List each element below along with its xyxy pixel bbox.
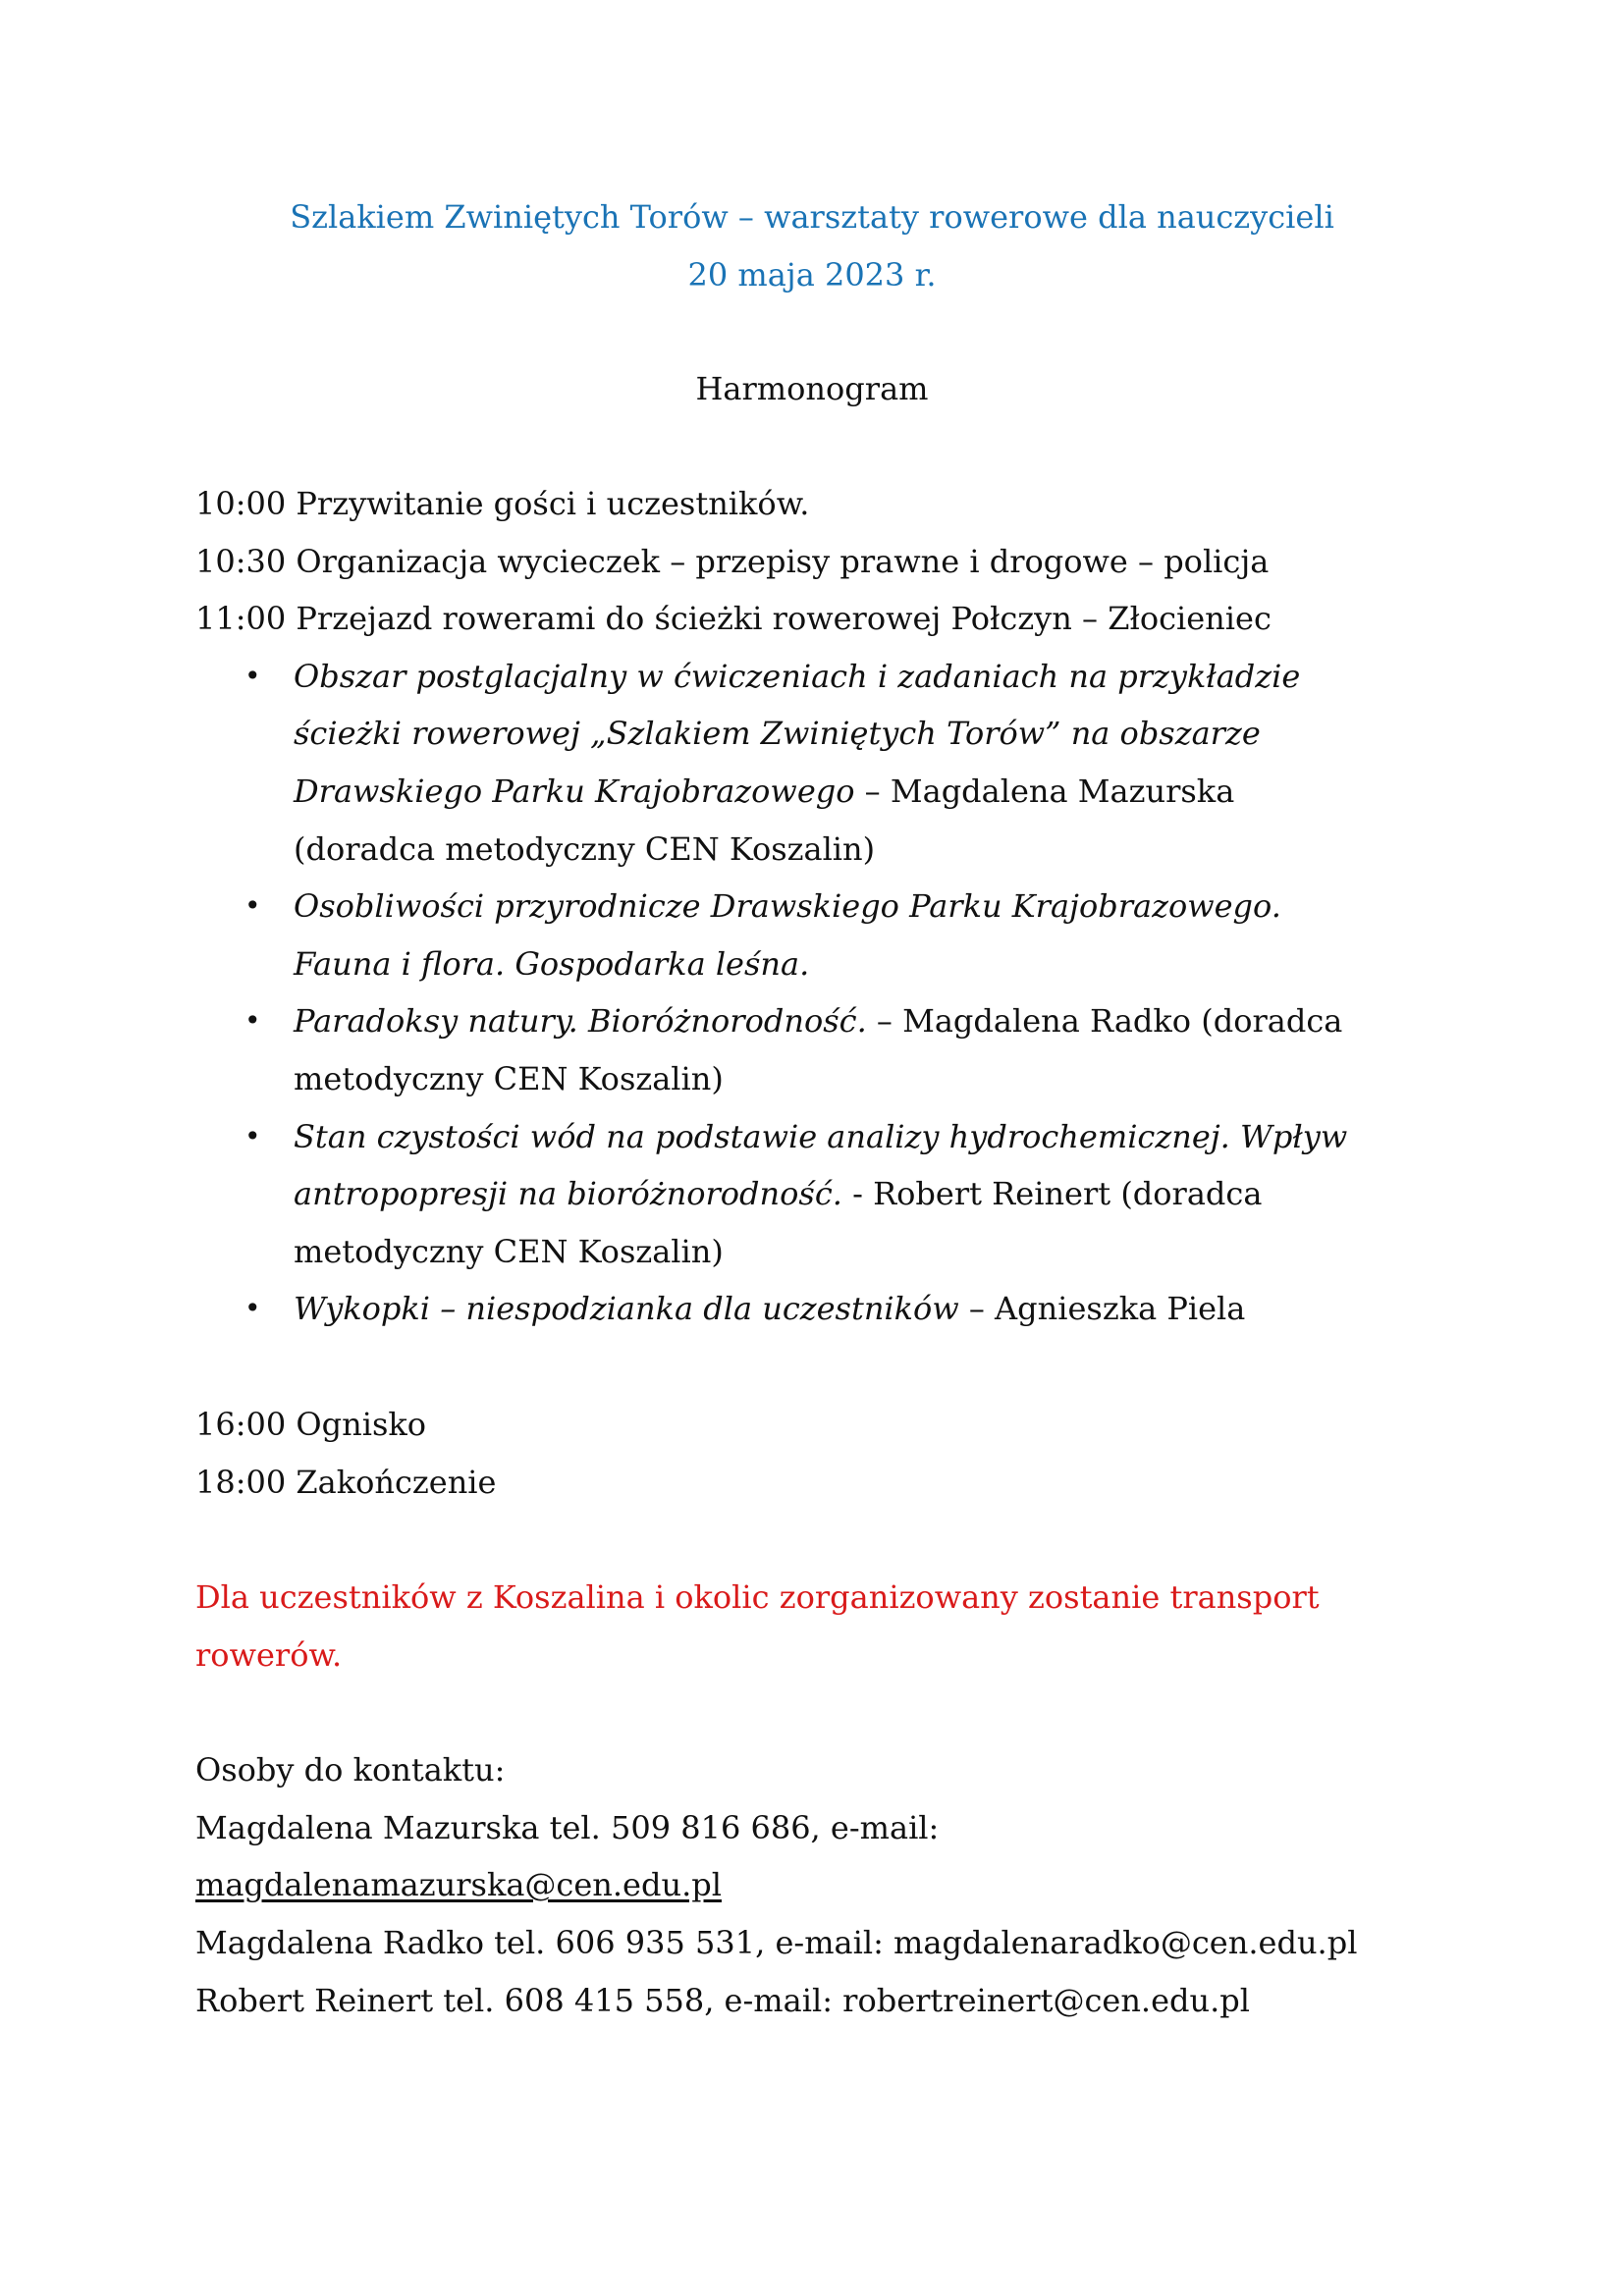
schedule-item	[195, 1454, 1462, 1512]
schedule-time: 18:00	[195, 1463, 287, 1501]
document-header	[0, 188, 1624, 304]
schedule-time: 10:30	[195, 542, 287, 580]
schedule-time: 11:00	[195, 600, 287, 638]
document-body	[195, 475, 1462, 2029]
schedule-time: 16:00	[195, 1405, 287, 1443]
notice-line: Dla uczestników z Koszalina i okolic zorganizowany zostanie transport	[195, 1578, 1320, 1617]
talk-title: Drawskiego Parku Krajobrazowego	[294, 772, 855, 810]
contacts-section	[195, 1741, 1462, 2029]
schedule-heading: Harmonogram	[695, 370, 929, 407]
talk-title: Wykopki – niespodzianka dla uczestników	[294, 1290, 959, 1328]
schedule-text: Ognisko	[296, 1405, 427, 1443]
talk-title: Paradoksy natury. Bioróżnorodność.	[294, 1002, 867, 1041]
talks-list	[195, 648, 1462, 1338]
schedule-text: Zakończenie	[296, 1463, 497, 1501]
schedule-item	[195, 533, 1462, 591]
contact-line: Robert Reinert tel. 608 415 558, e-mail: robertreinert@cen.edu.pl	[195, 1981, 1251, 2019]
talk-item	[195, 648, 1472, 878]
contact-line: Magdalena Mazurska tel. 509 816 686, e-mail:	[195, 1808, 940, 1846]
bullet-icon: •	[244, 1004, 261, 1038]
spacer	[195, 1511, 1462, 1569]
schedule-time: 10:00	[195, 485, 287, 522]
talk-speaker-role: (doradca metodyczny CEN Koszalin)	[294, 829, 876, 868]
talk-title: ścieżki rowerowej „Szlakiem Zwiniętych Torów” na obszarze	[294, 715, 1261, 753]
talk-title: Stan czystości wód na podstawie analizy hydrochemicznej. Wpływ	[294, 1117, 1348, 1155]
notice-line: rowerów.	[195, 1635, 343, 1674]
talk-title: Fauna i flora. Gospodarka leśna.	[294, 944, 810, 983]
event-date: 20 maja 2023 r.	[687, 256, 937, 294]
schedule-text: Organizacja wycieczek – przepisy prawne i drogowe – policja	[296, 542, 1270, 580]
bullet-icon: •	[244, 889, 261, 923]
talk-item	[195, 1280, 1472, 1338]
schedule-item	[195, 475, 1462, 533]
talk-title: Obszar postglacjalny w ćwiczeniach i zadaniach na przykładzie	[294, 657, 1301, 695]
email-link[interactable]: magdalenamazurska@cen.edu.pl	[195, 1866, 722, 1904]
contact-line: Magdalena Radko tel. 606 935 531, e-mail: magdalenaradko@cen.edu.pl	[195, 1924, 1358, 1962]
spacer	[195, 1338, 1462, 1396]
talk-title: antropopresji na bioróżnorodność.	[294, 1175, 842, 1213]
bullet-icon: •	[244, 659, 261, 692]
schedule-item	[195, 1396, 1462, 1454]
talk-item	[195, 992, 1472, 1107]
talk-speaker: – Agnieszka Piela	[958, 1290, 1246, 1328]
talk-title: Osobliwości przyrodnicze Drawskiego Parku Krajobrazowego.	[294, 887, 1281, 926]
schedule-text: Przywitanie gości i uczestników.	[296, 485, 810, 522]
bullet-icon: •	[244, 1119, 261, 1152]
talk-item	[195, 878, 1472, 992]
bullet-icon: •	[244, 1292, 261, 1325]
spacer	[195, 1683, 1462, 1741]
talk-speaker-role: metodyczny CEN Koszalin)	[294, 1059, 724, 1097]
talk-speaker-role: metodyczny CEN Koszalin)	[294, 1232, 724, 1270]
talk-speaker: - Robert Reinert (doradca	[841, 1175, 1263, 1213]
talk-speaker: – Magdalena Mazurska	[854, 772, 1235, 810]
contacts-heading: Osoby do kontaktu:	[195, 1751, 506, 1789]
transport-notice	[195, 1569, 1462, 1683]
talk-speaker: – Magdalena Radko (doradca	[866, 1002, 1343, 1041]
schedule-item	[195, 590, 1462, 648]
schedule-text: Przejazd rowerami do ścieżki rowerowej Połczyn – Złocieniec	[296, 600, 1272, 638]
talk-item	[195, 1108, 1472, 1281]
document-title: Szlakiem Zwiniętych Torów – warsztaty rowerowe dla nauczycieli	[290, 198, 1334, 236]
